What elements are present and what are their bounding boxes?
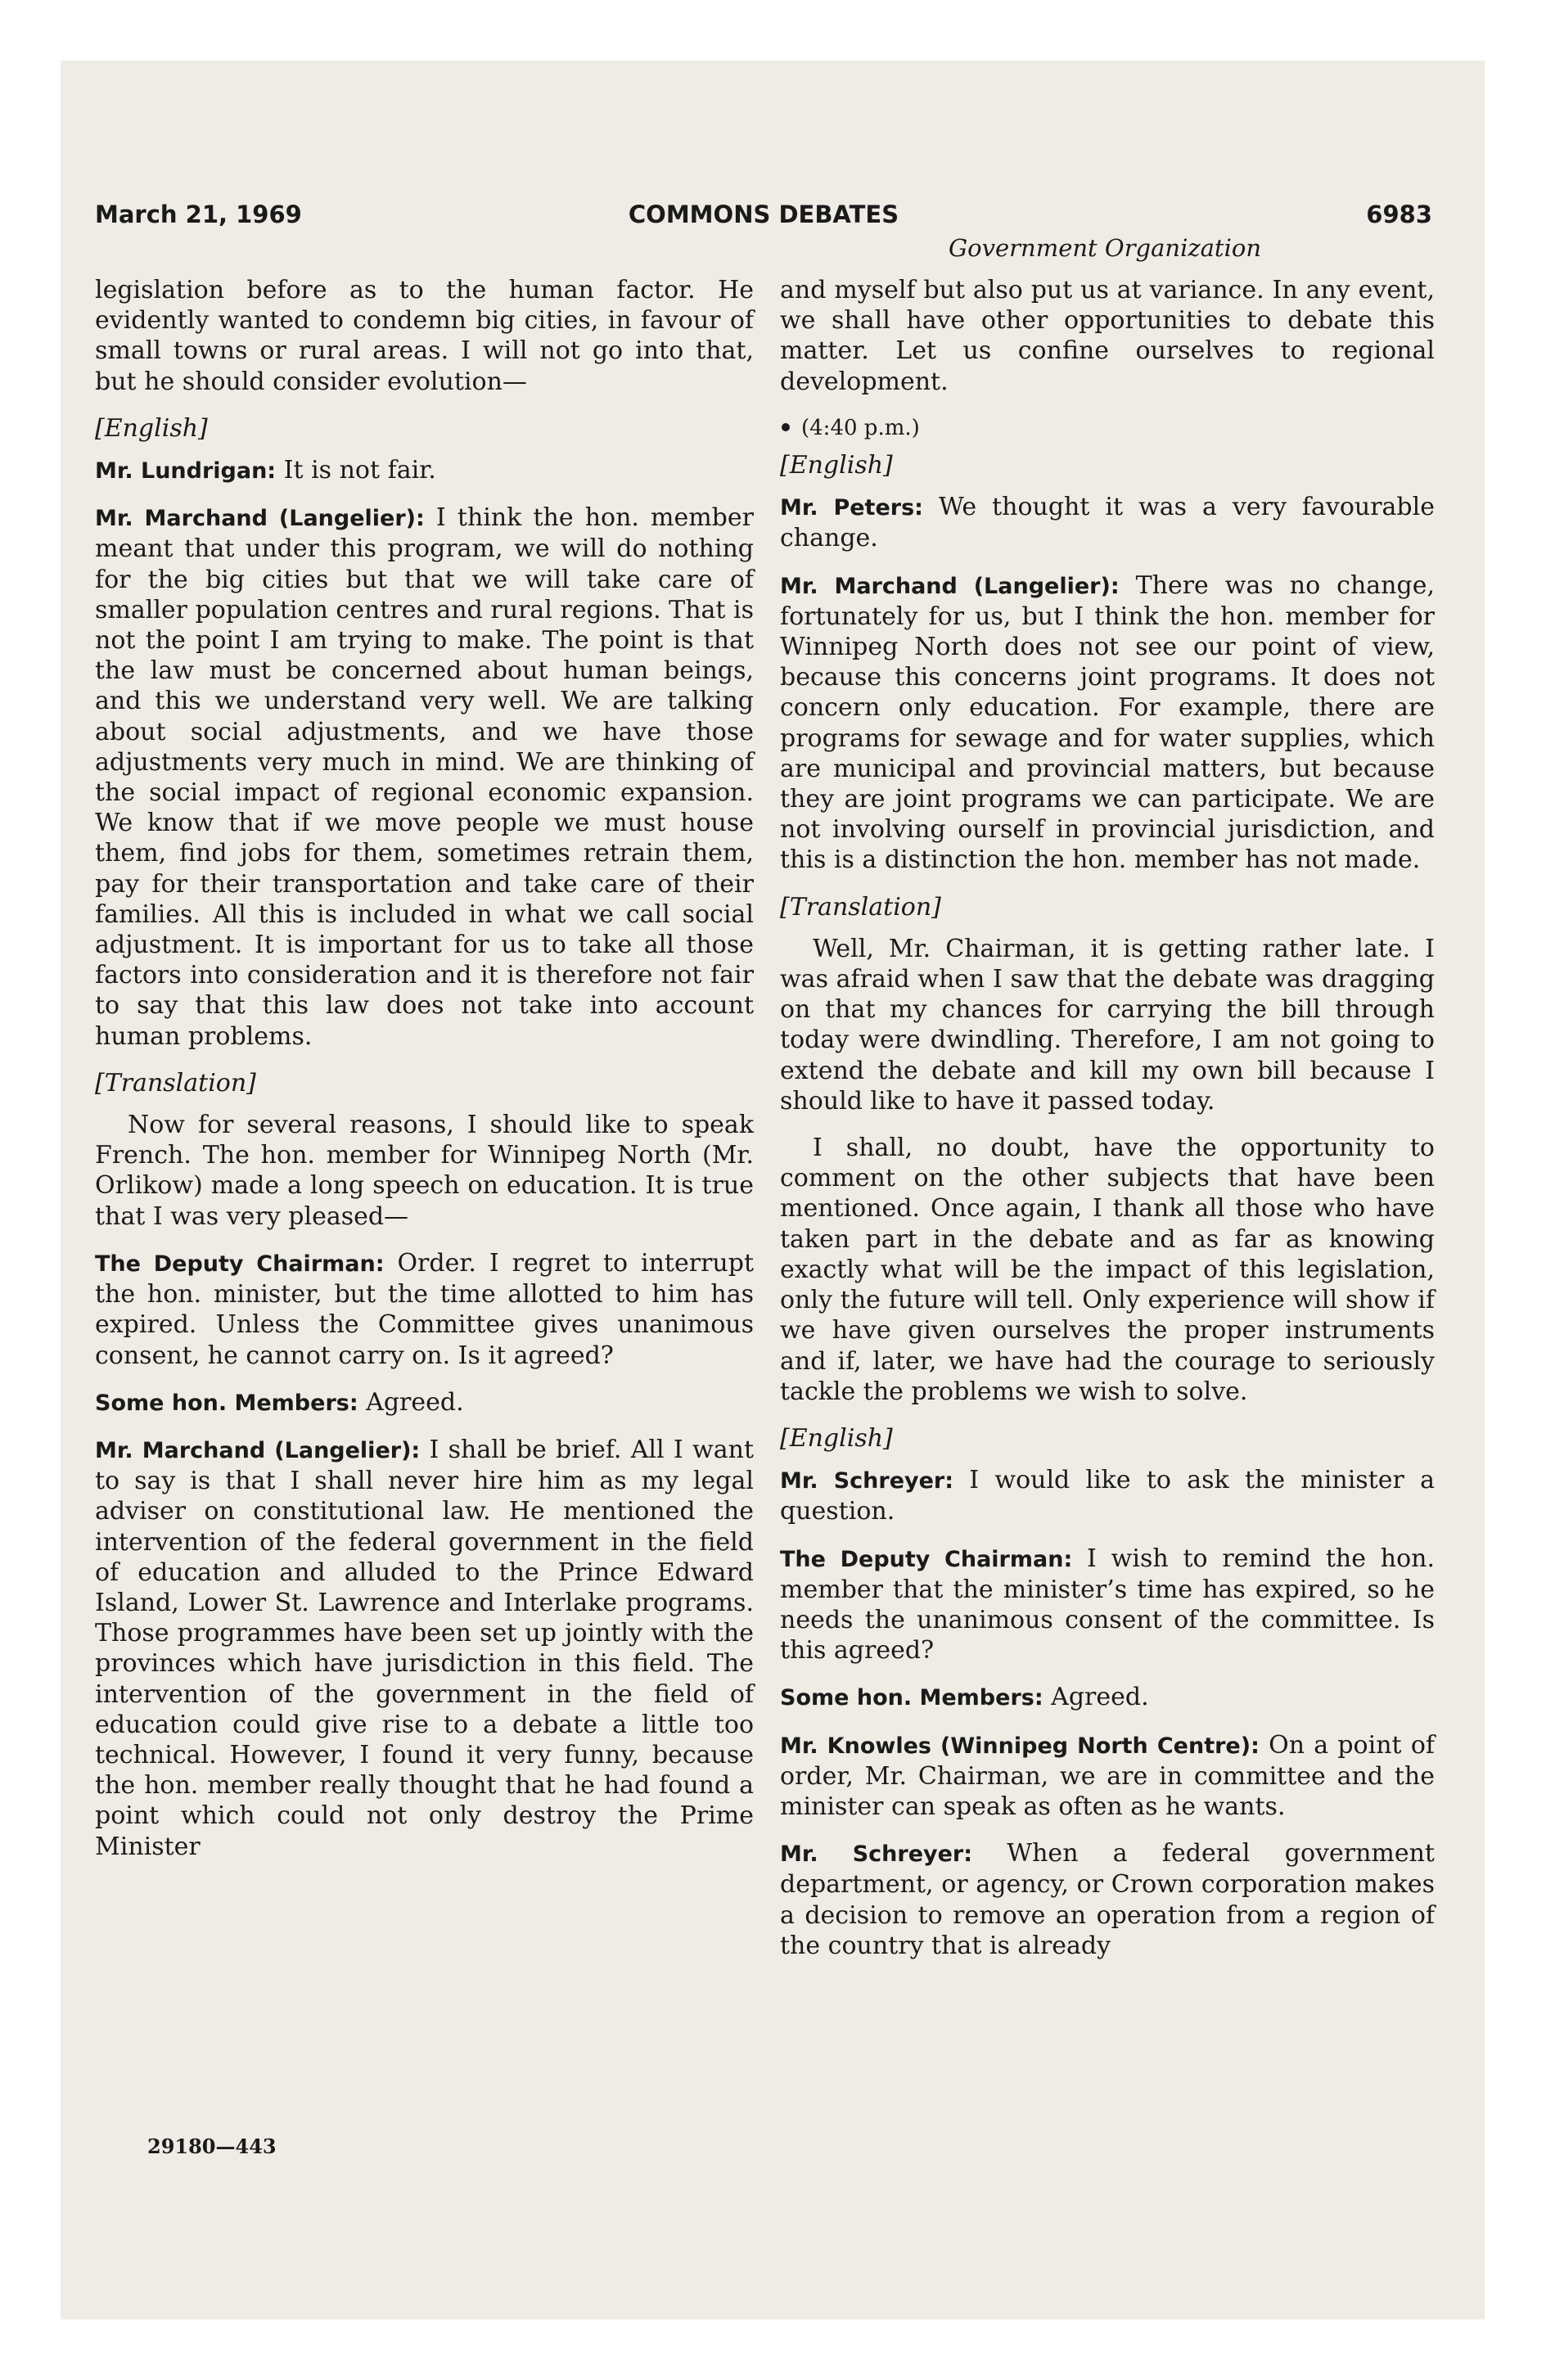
section-marker: [Translation]: [95, 1068, 256, 1098]
header-title: COMMONS DEBATES: [628, 201, 899, 228]
speaker-name: Mr. Marchand (Langelier):: [780, 573, 1120, 599]
section-marker: [Translation]: [780, 892, 941, 922]
speaker-name: The Deputy Chairman:: [95, 1251, 385, 1277]
paragraph: Now for several reasons, I should like to speak French. The hon. member for Winnipeg North (Mr. Orlikow) made a long speech on education. It is true that I was very pleased—: [95, 1111, 754, 1231]
speech: [780, 1465, 1435, 1526]
speech-text: I would like to ask the minister a question.: [780, 1466, 1435, 1526]
speaker-name: Mr. Lundrigan:: [95, 458, 277, 485]
paragraph: and myself but also put us at variance. In any event, we shall have other opportunities to debate this matter. Let us confine ourselves to regional development.: [780, 276, 1435, 396]
speech-text: When a federal government department, or agency, or Crown corporation makes a decision to remove an operation from a region of the country that is already: [780, 1839, 1435, 1960]
header-subject: Government Organization: [949, 234, 1261, 262]
speech-text: I wish to remind the hon. member that the minister’s time has expired, so he needs the unanimous consent of the committee. Is this agreed?: [780, 1544, 1435, 1666]
speech: [95, 1387, 754, 1418]
time-stamp: (4:40 p.m.): [801, 415, 920, 440]
paragraph: legislation before as to the human factor. He evidently wanted to condemn big cities, in favour of small towns or rural areas. I will not go into that, but he should consider evolution—: [95, 276, 754, 396]
speaker-name: Mr. Peters:: [780, 495, 923, 521]
speech: [780, 1838, 1435, 1961]
speaker-name: Some hon. Members:: [95, 1390, 358, 1416]
speech: [95, 455, 754, 486]
speaker-name: Mr. Marchand (Langelier):: [95, 1437, 421, 1463]
speech-text: I shall be brief. All I want to say is that I shall never hire him as my legal adviser on constitutional law. He mentioned the intervention of the federal government in the field of education and alluded to the Prince Edward Island, Lower St. Lawrence and Interlake programs. Those programmes have been set up jointly with the provinces which have jurisdiction in this field. The intervention of the government in the field of education could give rise to a debate a little too technical. However, I found it very funny, because the hon. member really thought that he had found a point which could not only destroy the Prime Minister: [95, 1435, 754, 1861]
speech: [95, 503, 754, 1052]
speaker-name: The Deputy Chairman:: [780, 1546, 1073, 1572]
speaker-name: Mr. Schreyer:: [780, 1468, 954, 1494]
speaker-name: Some hon. Members:: [780, 1685, 1043, 1711]
footer-code: 29180—443: [147, 2134, 277, 2158]
speaker-name: Mr. Knowles (Winnipeg North Centre):: [780, 1733, 1260, 1759]
speech: [780, 1682, 1435, 1713]
speaker-name: Mr. Schreyer:: [780, 1841, 973, 1868]
bullet-icon: [782, 423, 790, 431]
speech-text: There was no change, fortunately for us, but I think the hon. member for Winnipeg North does not see our point of view, because this concerns joint programs. It does not concern only education. For example, there are programs for sewage and for water supplies, which are municipal and provincial matters, but because they are joint programs we can participate. We are not involving ourself in provincial jurisdiction, and this is a distinction the hon. member has not made.: [780, 570, 1435, 875]
header-page-number: 6983: [1366, 201, 1432, 228]
paragraph: Well, Mr. Chairman, it is getting rather late. I was afraid when I saw that the debate was dragging on that my chances for carrying the bill through today were dwindling. Therefore, I am not going to extend the debate and kill my own bill because I should like to have it passed today.: [780, 934, 1435, 1116]
speech: [95, 1435, 754, 1862]
speech: [780, 492, 1435, 553]
speech-text: On a point of order, Mr. Chairman, we are in committee and the minister can speak as often as he wants.: [780, 1730, 1435, 1821]
page-header: [95, 201, 1432, 233]
speech-text: Agreed.: [358, 1387, 464, 1417]
section-marker: [English]: [95, 413, 208, 443]
speech: [95, 1248, 754, 1371]
speech: [780, 1544, 1435, 1666]
section-marker: [English]: [780, 451, 893, 480]
time-marker: [780, 413, 1435, 444]
speaker-name: Mr. Marchand (Langelier):: [95, 506, 425, 532]
header-date: March 21, 1969: [95, 201, 302, 228]
speech: [780, 570, 1435, 876]
paragraph: I shall, no doubt, have the opportunity to comment on the other subjects that have been mentioned. Once again, I thank all those who have taken part in the debate and as far as knowing exactly what will be the impact of this legislation, only the future will tell. Only experience will show if we have given ourselves the proper instruments and if, later, we have had the courage to seriously tackle the problems we wish to solve.: [780, 1134, 1435, 1406]
speech-text: It is not fair.: [276, 456, 436, 485]
speech-text: Agreed.: [1043, 1683, 1149, 1712]
left-column: [95, 275, 754, 1878]
speech-text: I think the hon. member meant that under this program, we will do nothing for the big cities but that we will take care of smaller population centres and rural regions. That is not the point I am trying to make. The point is that the law must be concerned about human beings, and this we understand very well. We are talking about social adjustments, and we have those adjustments very much in mind. We are thinking of the social impact of regional economic expansion. We know that if we move people we must house them, find jobs for them, sometimes retrain them, pay for their transportation and take care of their families. All this is included in what we call social adjustment. It is important for us to take all those factors into consideration and it is therefore not fair to say that this law does not take into account human problems.: [95, 503, 754, 1051]
speech-text: We thought it was a very favourable change.: [780, 493, 1435, 553]
section-marker: [English]: [780, 1423, 893, 1453]
right-column: [780, 275, 1435, 1977]
speech: [780, 1730, 1435, 1823]
speech-text: Order. I regret to interrupt the hon. minister, but the time allotted to him has expired. Unless the Committee gives unanimous consent, he cannot carry on. Is it agreed?: [95, 1248, 755, 1370]
